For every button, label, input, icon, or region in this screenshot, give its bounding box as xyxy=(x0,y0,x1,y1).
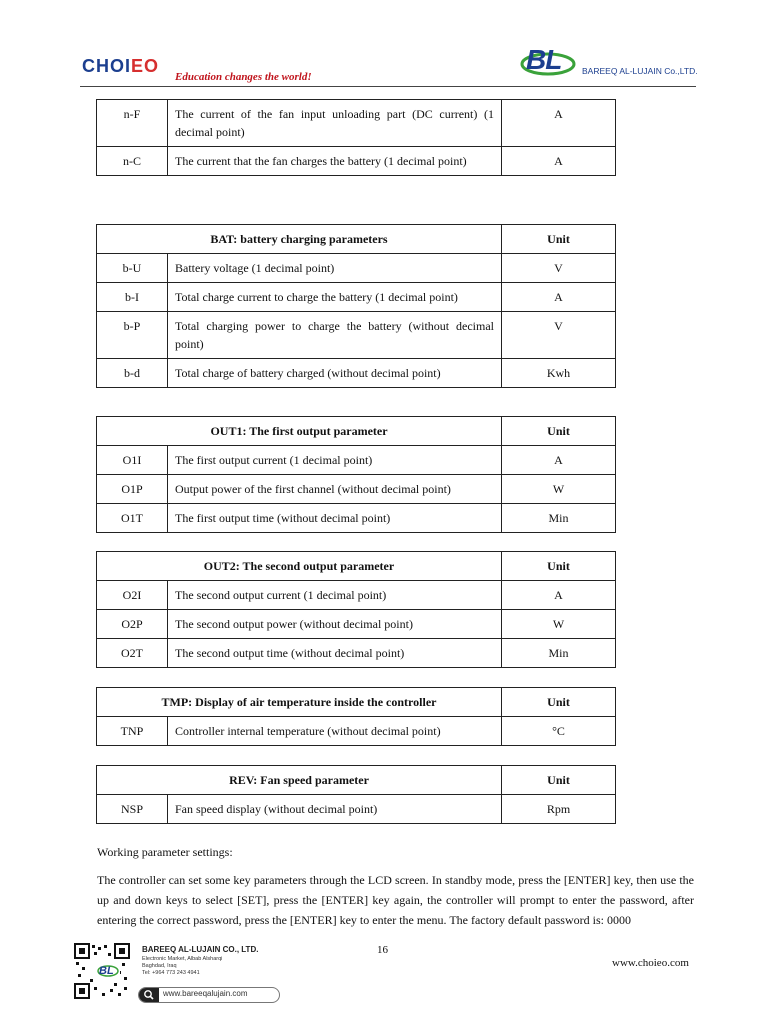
page-header xyxy=(0,0,768,100)
param-description: The second output power (without decimal point) xyxy=(168,610,502,639)
param-unit: A xyxy=(502,446,616,475)
slogan: Education changes the world! xyxy=(175,71,312,83)
table-row xyxy=(97,717,616,746)
param-code: O1I xyxy=(97,446,168,475)
param-unit: W xyxy=(502,475,616,504)
param-description: Total charge of battery charged (without decimal point) xyxy=(168,359,502,388)
footer-address xyxy=(142,956,222,977)
table-row xyxy=(97,610,616,639)
footer-url-bar[interactable] xyxy=(138,987,280,1003)
param-unit: Rpm xyxy=(502,795,616,824)
table-header-row xyxy=(97,688,616,717)
param-code: O2I xyxy=(97,581,168,610)
table-header-row xyxy=(97,225,616,254)
param-code: n-F xyxy=(97,100,168,147)
bareeq-logo xyxy=(520,42,700,84)
tmp-parameters-table xyxy=(96,687,616,746)
website-link[interactable]: www.choieo.com xyxy=(612,957,689,969)
unit-header: Unit xyxy=(502,766,616,795)
unit-header: Unit xyxy=(502,688,616,717)
param-unit: A xyxy=(502,283,616,312)
bl-mark: BL xyxy=(526,44,562,75)
param-code: O1P xyxy=(97,475,168,504)
svg-text:BL: BL xyxy=(99,965,114,977)
param-description: The second output time (without decimal point) xyxy=(168,639,502,668)
section-heading: Working parameter settings: xyxy=(97,845,233,859)
unit-header: Unit xyxy=(502,552,616,581)
param-description: Total charge current to charge the battery (1 decimal point) xyxy=(168,283,502,312)
param-unit: Min xyxy=(502,504,616,533)
param-code: NSP xyxy=(97,795,168,824)
param-description: Battery voltage (1 decimal point) xyxy=(168,254,502,283)
table-header-row xyxy=(97,552,616,581)
param-description: The first output current (1 decimal point) xyxy=(168,446,502,475)
param-unit: A xyxy=(502,100,616,147)
param-unit: W xyxy=(502,610,616,639)
table-title: BAT: battery charging parameters xyxy=(97,225,502,254)
param-description: Fan speed display (without decimal point) xyxy=(168,795,502,824)
company-name: BAREEQ AL-LUJAIN Co.,LTD. xyxy=(582,66,698,76)
param-code: O2T xyxy=(97,639,168,668)
param-description: Total charging power to charge the battery (without decimal point) xyxy=(168,312,502,359)
param-description: The first output time (without decimal point) xyxy=(168,504,502,533)
bat-parameters-table xyxy=(96,224,616,388)
page-number: 16 xyxy=(377,944,388,956)
param-code: b-d xyxy=(97,359,168,388)
table-row xyxy=(97,283,616,312)
param-code: b-P xyxy=(97,312,168,359)
param-description: Output power of the first channel (without decimal point) xyxy=(168,475,502,504)
address-line: Baghdad, Iraq xyxy=(142,963,177,969)
table-row xyxy=(97,312,616,359)
table-row xyxy=(97,795,616,824)
table-row xyxy=(97,254,616,283)
table-title: REV: Fan speed parameter xyxy=(97,766,502,795)
address-line: Tel: +964 773 243 4941 xyxy=(142,970,200,976)
table-title: OUT1: The first output parameter xyxy=(97,417,502,446)
footer-url[interactable]: www.bareeqalujain.com xyxy=(163,989,248,998)
param-unit: A xyxy=(502,581,616,610)
param-unit: A xyxy=(502,147,616,176)
param-unit: °C xyxy=(502,717,616,746)
out1-parameters-table xyxy=(96,416,616,533)
param-code: O2P xyxy=(97,610,168,639)
param-unit: V xyxy=(502,312,616,359)
table-row xyxy=(97,147,616,176)
address-line: Electronic Market, Albab Alsharqi xyxy=(142,956,223,962)
table-row xyxy=(97,446,616,475)
unit-header: Unit xyxy=(502,225,616,254)
settings-paragraph: The controller can set some key parameters through the LCD screen. In standby mode, press the [ENTER] key, then use the up and down keys to select [SET], press the [ENTER] key again, the controller will prompt to enter the password, after entering the correct password, press the [ENTER] key to enter the menu. The factory default password is: 0000 xyxy=(97,873,694,927)
header-divider xyxy=(80,86,696,87)
param-description: The current that the fan charges the battery (1 decimal point) xyxy=(168,147,502,176)
rev-parameters-table xyxy=(96,765,616,824)
table-row xyxy=(97,581,616,610)
table-row xyxy=(97,475,616,504)
fan-parameters-table xyxy=(96,99,616,176)
param-code: b-I xyxy=(97,283,168,312)
out2-parameters-table xyxy=(96,551,616,668)
param-code: TNP xyxy=(97,717,168,746)
logo-left-text-a: CHOI xyxy=(82,56,131,76)
param-code: b-U xyxy=(97,254,168,283)
unit-header: Unit xyxy=(502,417,616,446)
bl-small-logo-icon xyxy=(96,960,120,980)
table-title: OUT2: The second output parameter xyxy=(97,552,502,581)
table-row xyxy=(97,504,616,533)
param-description: The current of the fan input unloading part (DC current) (1 decimal point) xyxy=(168,100,502,147)
table-header-row xyxy=(97,766,616,795)
param-unit: Min xyxy=(502,639,616,668)
footer-company: BAREEQ AL-LUJAIN CO., LTD. xyxy=(142,945,259,954)
table-header-row xyxy=(97,417,616,446)
logo-left-text-b: EO xyxy=(131,56,160,76)
table-row xyxy=(97,359,616,388)
table-title: TMP: Display of air temperature inside the controller xyxy=(97,688,502,717)
param-code: O1T xyxy=(97,504,168,533)
param-unit: Kwh xyxy=(502,359,616,388)
footer-business-card xyxy=(74,943,284,1003)
param-description: Controller internal temperature (without decimal point) xyxy=(168,717,502,746)
param-description: The second output current (1 decimal point) xyxy=(168,581,502,610)
choieo-logo xyxy=(82,56,159,77)
table-row xyxy=(97,639,616,668)
param-code: n-C xyxy=(97,147,168,176)
table-row xyxy=(97,100,616,147)
param-unit: V xyxy=(502,254,616,283)
search-icon xyxy=(139,988,159,1002)
